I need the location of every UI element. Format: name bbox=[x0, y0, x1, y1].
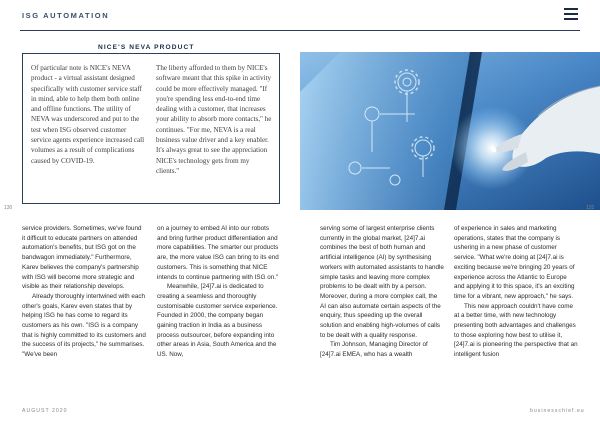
paragraph: serving some of largest enterprise clients currently in the global market, [24]7.ai combines the best of both human and artificial intelligence (AI) by synthesising workers with automated assistants to handle simple tasks and leaving more complex problems to be dealt with by a person. Moreover, during a more complex call, the AI can also automate certain aspects of the enquiry, thus speeding up the overall solution and enabling high-volumes of calls to be dealt with a quality response. bbox=[320, 225, 444, 339]
header-rule bbox=[20, 30, 580, 31]
robot-hand-photo bbox=[300, 52, 600, 210]
article-column-1 bbox=[22, 224, 146, 360]
page-number-right: 131 bbox=[586, 205, 595, 211]
boxout-column-2: The liberty afforded to them by NICE's software meant that this spike in activity could be more effectively managed. "If you're spending less end-to-end time dealing with a customer, that increases your ability to absorb more contacts," he continues. "For me, NEVA is a real business value driver and a key enabler. It's always great to see the appreciation NICE's technology gets from my clients." bbox=[156, 64, 272, 175]
hamburger-menu-icon[interactable] bbox=[564, 8, 578, 20]
paragraph: service providers. Sometimes, we've found it difficult to educate partners on attended automation's benefits, but ISG got on the bandwagon immediately." Furthermore, Karev believes the company's partnership with ISG will become more strategic and visible as their relationship develops. bbox=[22, 225, 142, 291]
page-number-left: 130 bbox=[4, 205, 13, 211]
footer-website[interactable]: businesschief.eu bbox=[530, 408, 585, 414]
paragraph: This new approach couldn't have come at a better time, with new technology presenting both advantages and challenges to those exploring how best to utilise it, [24]7.ai is pioneering the perspective that an intelligent fusion bbox=[454, 302, 578, 359]
footer-issue-date: AUGUST 2020 bbox=[22, 408, 68, 414]
paragraph: Already thoroughly intertwined with each other's goals, Karev even states that by helping ISG he has come to regard its customers as his own. "ISG is a company that is highly committed to its customers and the success of its projects," he summarises. "We've been bbox=[22, 292, 146, 359]
article-column-3 bbox=[320, 224, 444, 360]
paragraph: Meanwhile, [24]7.ai is dedicated to creating a seamless and thoroughly customisable customer service experience. Founded in 2000, the company began gaining traction in India as a business process outsourcer, before expanding into other areas in Asia, South America and the US. Now, bbox=[157, 283, 278, 359]
paragraph: of experience in sales and marketing operations, states that the company is ushering in a new phase of customer service. "What we're doing at [24]7.ai is exciting because we're bringing 20 years of experience across the Atlantic to Europe and applying it to this space, it's an exciting time for a vibrant, new approach," he says. bbox=[454, 225, 575, 300]
article-column-4 bbox=[454, 224, 578, 360]
paragraph: Tim Johnson, Managing Director of [24]7.ai EMEA, who has a wealth bbox=[320, 341, 428, 359]
boxout-title: NICE'S NEVA PRODUCT bbox=[92, 44, 200, 51]
section-brand: ISG AUTOMATION bbox=[22, 11, 110, 20]
boxout-panel bbox=[22, 53, 280, 204]
page-header bbox=[0, 0, 600, 30]
boxout-column-1: Of particular note is NICE's NEVA product - a virtual assistant designed specifically with customer service staff in mind, able to help them both online and offline functions. The utility of NEVA was underscored and put to the test when ISG observed customer service agents experience increased call volumes as a result of complications caused by COVID-19. bbox=[31, 64, 145, 165]
article-column-2 bbox=[157, 224, 281, 360]
paragraph: on a journey to embed AI into our robots and bring further product differentiation and more capabilities. The smarter our products are, the more value ISG can bring to its end customers. This is something that NICE intends to continue partnering with ISG on." bbox=[157, 225, 279, 281]
